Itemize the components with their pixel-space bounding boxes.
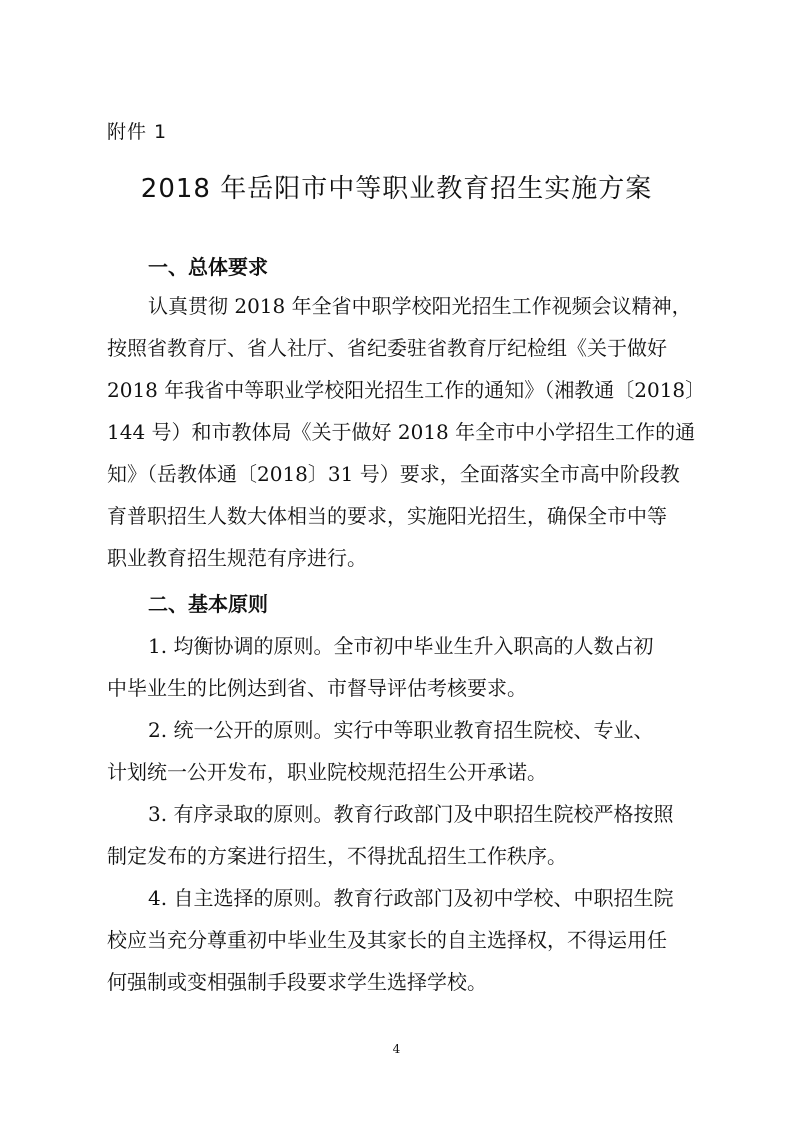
paragraph-line: 认真贯彻 2018 年全省中职学校阳光招生工作视频会议精神， [148, 294, 692, 318]
paragraph-line: 中毕业生的比例达到省、市督导评估考核要求。 [107, 676, 527, 700]
paragraph-line: 育普职招生人数大体相当的要求，实施阳光招生，确保全市中等 [107, 504, 667, 528]
paragraph-line: 144 号）和市教体局《关于做好 2018 年全市中小学招生工作的通 [107, 420, 696, 444]
paragraph-line: 校应当充分尊重初中毕业生及其家长的自主选择权，不得运用任 [107, 928, 667, 952]
paragraph-line: 计划统一公开发布，职业院校规范招生公开承诺。 [107, 760, 547, 784]
document-title: 2018 年岳阳市中等职业教育招生实施方案 [140, 174, 653, 204]
paragraph-line: 何强制或变相强制手段要求学生选择学校。 [107, 970, 487, 994]
paragraph-line: 3. 有序录取的原则。教育行政部门及中职招生院校严格按照 [148, 802, 674, 826]
paragraph-line: 2018 年我省中等职业学校阳光招生工作的通知》（湘教通〔2018〕 [107, 378, 706, 402]
section-heading: 一、总体要求 [148, 255, 268, 279]
page-number: 4 [392, 1042, 401, 1056]
attachment-label: 附件 1 [107, 121, 168, 143]
paragraph-line: 2. 统一公开的原则。实行中等职业教育招生院校、专业、 [148, 718, 654, 742]
paragraph-line: 制定发布的方案进行招生，不得扰乱招生工作秩序。 [107, 844, 567, 868]
paragraph-line: 4. 自主选择的原则。教育行政部门及初中学校、中职招生院 [148, 886, 674, 910]
paragraph-line: 按照省教育厅、省人社厅、省纪委驻省教育厅纪检组《关于做好 [107, 336, 667, 360]
paragraph-line: 1. 均衡协调的原则。全市初中毕业生升入职高的人数占初 [148, 634, 654, 658]
section-heading: 二、基本原则 [148, 592, 268, 616]
paragraph-line: 职业教育招生规范有序进行。 [107, 546, 367, 570]
paragraph-line: 知》（岳教体通〔2018〕31 号）要求，全面落实全市高中阶段教 [107, 462, 680, 486]
